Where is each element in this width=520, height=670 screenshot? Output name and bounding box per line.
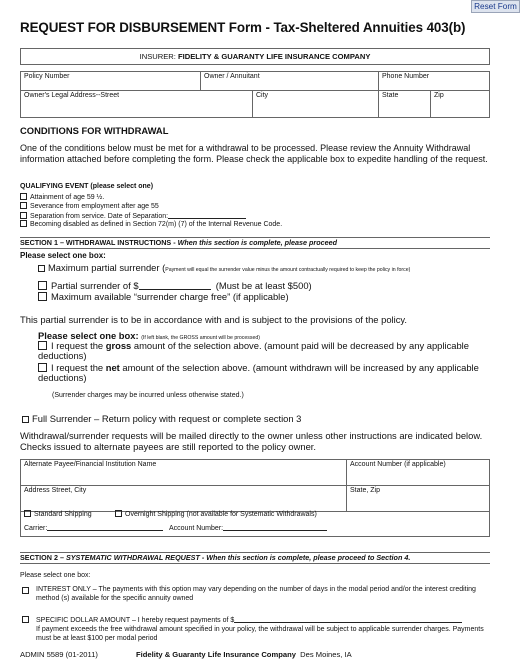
shipping-account-label: Account Number: xyxy=(169,525,224,532)
checkbox[interactable] xyxy=(38,341,47,350)
state-label: State xyxy=(382,92,399,99)
checkbox[interactable] xyxy=(38,281,47,290)
policy-number-field[interactable] xyxy=(21,72,201,90)
section-2-select-one: Please select one box: xyxy=(20,572,91,579)
section-1-label: SECTION 1 – WITHDRAWAL INSTRUCTIONS - xyxy=(20,238,178,247)
section-2-note: SYSTEMATIC WITHDRAWAL REQUEST - When this section is complete, please proceed to Section 4. xyxy=(65,553,411,562)
checkbox[interactable] xyxy=(22,616,29,623)
select-one-label: Please select one box: xyxy=(38,330,139,341)
option-specific-amount[interactable] xyxy=(20,615,492,643)
shipping-box xyxy=(20,507,490,537)
gross-pre: I request the xyxy=(51,340,106,351)
section-1-bar xyxy=(20,237,490,249)
conditions-heading: CONDITIONS FOR WITHDRAWAL xyxy=(20,125,169,136)
footer-company: Fidelity & Guaranty Life Insurance Company xyxy=(136,650,296,659)
address-field[interactable] xyxy=(21,91,253,117)
payee-grid xyxy=(20,459,490,512)
owner-annuitant-field[interactable] xyxy=(201,72,379,90)
option-note: Payment will equal the surrender value minus the amount contractually required to keep the policy in force) xyxy=(165,267,411,273)
reset-form-button[interactable]: Reset Form xyxy=(471,0,520,13)
checkbox[interactable] xyxy=(24,510,31,517)
partial-amount-line[interactable] xyxy=(139,282,211,290)
footer-city: Des Moines, IA xyxy=(300,650,352,659)
carrier-label: Carrier: xyxy=(24,525,48,532)
payee-address-label: Address Street, City xyxy=(24,487,87,494)
account-number-field[interactable] xyxy=(347,460,489,485)
standard-shipping-label: Standard Shipping xyxy=(34,511,92,518)
mailing-instructions: Withdrawal/surrender requests will be mailed directly to the owner unless other instructions are indicated below. Checks issued to alternate payees are still reported to the policy owner. xyxy=(20,430,483,452)
option-partial-amount[interactable] xyxy=(38,281,312,291)
option-charge-free[interactable] xyxy=(38,292,289,302)
specific-amount-pre: SPECIFIC DOLLAR AMOUNT – I hereby request payments of $ xyxy=(36,617,235,624)
net-pre: I request the xyxy=(51,362,106,373)
option-label: Partial surrender of $ xyxy=(51,280,139,291)
section-2-label: SECTION 2 – xyxy=(20,553,66,562)
footer xyxy=(20,650,490,659)
gross-default-note: (If left blank, the GROSS amount will be processed) xyxy=(141,335,260,341)
conditions-intro: One of the conditions below must be met for a withdrawal to be processed. Please review the Annuity Withdrawal information attached before completing the form. Please check the applicable box to expedite handling of the request. xyxy=(20,143,488,164)
city-label: City xyxy=(256,92,269,99)
checkbox[interactable] xyxy=(22,587,29,594)
event-label: Separation from service. Date of Separation: xyxy=(30,213,169,220)
qualifying-event-heading: QUALIFYING EVENT (please select one) xyxy=(20,183,154,190)
specific-amount-post: If payment exceeds the free withdrawal amount specified in your policy, the withdrawal will be subject to applicable surrender charges. Payments must be at least $100 per modal period xyxy=(36,625,484,642)
owner-annuitant-label: Owner / Annuitant xyxy=(204,73,260,80)
shipping-account-line[interactable] xyxy=(223,523,327,531)
zip-field[interactable] xyxy=(431,91,489,117)
city-field[interactable] xyxy=(253,91,379,117)
footer-company-line xyxy=(136,650,352,659)
address-label: Owner's Legal Address--Street xyxy=(24,92,120,99)
standard-shipping-option[interactable] xyxy=(24,510,92,520)
gross-word: gross xyxy=(105,340,132,351)
phone-number-label: Phone Number xyxy=(382,73,430,80)
option-label: Maximum available “surrender charge free” (if applicable) xyxy=(51,291,289,302)
option-interest-only[interactable] xyxy=(20,586,492,604)
form-id: ADMIN 5589 (01-2011) xyxy=(20,650,98,659)
alt-payee-field[interactable] xyxy=(21,460,347,485)
form-title: REQUEST FOR DISBURSEMENT Form - Tax-Sheltered Annuities 403(b) xyxy=(20,20,466,35)
state-field[interactable] xyxy=(379,91,431,117)
insurer-name: FIDELITY & GUARANTY LIFE INSURANCE COMPANY xyxy=(178,52,371,61)
accordance-text: This partial surrender is to be in accordance with and is subject to the provisions of the policy. xyxy=(20,314,408,325)
checkbox[interactable] xyxy=(38,265,45,272)
overnight-shipping-option[interactable] xyxy=(115,510,317,520)
carrier-line[interactable] xyxy=(47,523,163,531)
option-full-surrender[interactable] xyxy=(22,414,301,424)
overnight-shipping-label: Overnight Shipping (not available for Systematic Withdrawals) xyxy=(125,511,317,518)
checkbox[interactable] xyxy=(115,510,122,517)
checkbox[interactable] xyxy=(38,292,47,301)
checkbox[interactable] xyxy=(20,220,27,227)
checkbox[interactable] xyxy=(20,193,27,200)
section-2-bar xyxy=(20,552,490,564)
gross-post: amount of the selection above. (amount paid will be decreased by any applicable deductions) xyxy=(38,340,469,362)
insurer-label: INSURER: xyxy=(139,52,178,61)
checkbox[interactable] xyxy=(22,416,29,423)
net-post: amount of the selection above. (amount withdrawn will be increased by any applicable deductions) xyxy=(38,362,479,384)
event-label: Severance from employment after age 55 xyxy=(30,203,159,210)
event-disabled[interactable] xyxy=(20,220,282,230)
policy-number-label: Policy Number xyxy=(24,73,70,80)
surrender-charges-note: (Surrender charges may be incurred unless otherwise stated.) xyxy=(52,392,244,399)
zip-label: Zip xyxy=(434,92,444,99)
shipping-account-field[interactable] xyxy=(169,523,327,534)
specific-amount-line[interactable] xyxy=(234,615,462,623)
account-number-label: Account Number (if applicable) xyxy=(350,461,446,468)
checkbox[interactable] xyxy=(20,202,27,209)
carrier-field[interactable] xyxy=(24,523,163,534)
option-net[interactable] xyxy=(38,363,490,384)
separation-date-line[interactable] xyxy=(168,211,246,219)
section-1-select-one: Please select one box: xyxy=(20,251,106,260)
checkbox[interactable] xyxy=(38,363,47,372)
section-1-note: When this section is complete, please proceed xyxy=(177,238,337,247)
full-surrender-label: Full Surrender – Return policy with request or complete section 3 xyxy=(32,413,302,424)
option-note: (Must be at least $500) xyxy=(215,280,312,291)
option-gross[interactable] xyxy=(38,341,490,362)
event-label: Attainment of age 59 ½. xyxy=(30,194,105,201)
option-max-partial[interactable] xyxy=(38,262,490,275)
payee-state-zip-label: State, Zip xyxy=(350,487,380,494)
insurer-box xyxy=(20,48,490,65)
net-word: net xyxy=(105,362,120,373)
alt-payee-label: Alternate Payee/Financial Institution Name xyxy=(24,461,157,468)
owner-info-grid xyxy=(20,71,490,118)
checkbox[interactable] xyxy=(20,212,27,219)
phone-number-field[interactable] xyxy=(379,72,489,90)
event-label: Becoming disabled as defined in Section 72(m) (7) of the Internal Revenue Code. xyxy=(30,221,283,228)
interest-only-label: INTEREST ONLY – The payments with this option may vary depending on the number of days in the modal period and/or the interest crediting method (s) available for the specific annuity owned xyxy=(36,586,476,602)
option-label: Maximum partial surrender ( xyxy=(48,262,166,273)
